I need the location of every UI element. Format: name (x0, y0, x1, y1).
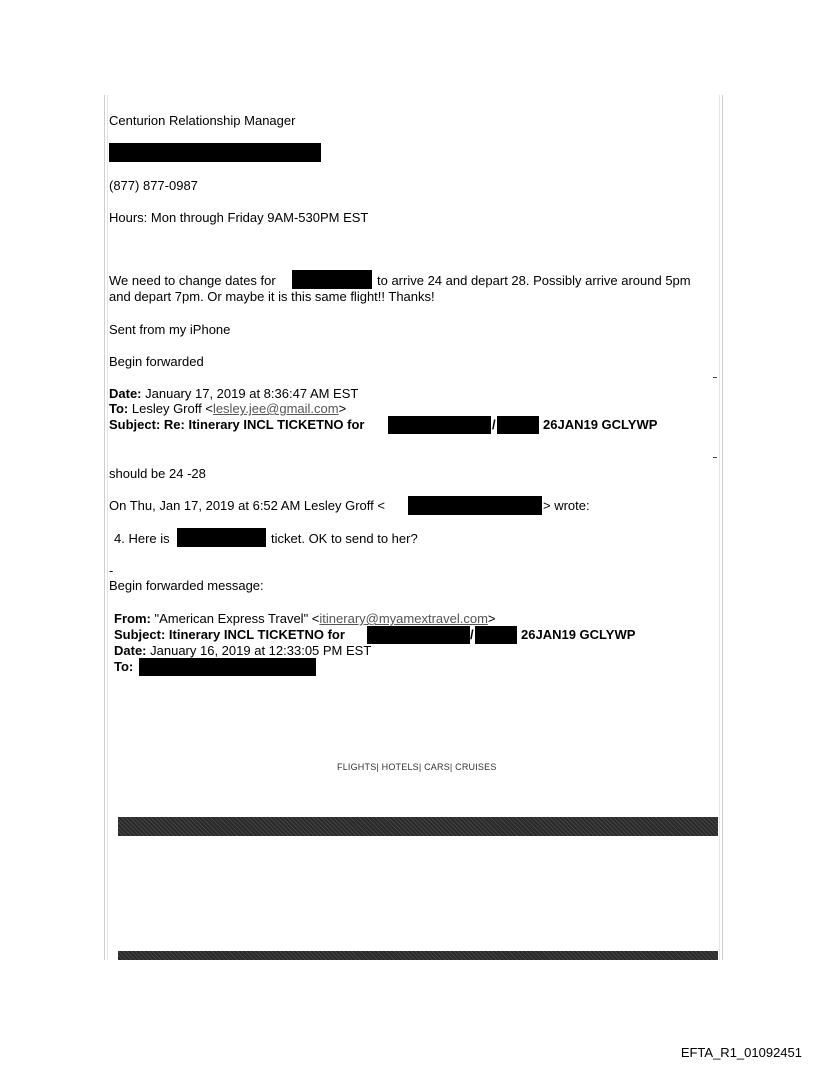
document-id: EFTA_R1_01092451 (680, 1045, 802, 1060)
header2-subject-a (114, 627, 345, 642)
subject-label: Subject: (109, 417, 161, 432)
should-be: should be 24 -28 (109, 466, 206, 481)
message-line-1a: We need to change dates for (109, 273, 276, 288)
banner-band-bottom (118, 951, 718, 960)
here-a: 4. Here is (114, 531, 170, 546)
signature-title: Centurion Relationship Manager (109, 113, 296, 128)
redaction-block (139, 658, 316, 676)
travel-nav-links[interactable]: FLIGHTS| HOTELS| CARS| CRUISES (337, 762, 497, 772)
signature-hours: Hours: Mon through Friday 9AM-530PM EST (109, 210, 369, 225)
subject-value: Itinerary INCL TICKETNO for (168, 627, 345, 642)
dash-line: - (109, 563, 114, 578)
date-label: Date: (114, 643, 147, 658)
on-line-b: > wrote: (543, 498, 590, 513)
header1-date (109, 386, 358, 401)
redaction-block (292, 270, 372, 289)
frame-left-border-inner (107, 95, 108, 960)
redaction-block (109, 143, 321, 162)
redaction-block (497, 416, 539, 434)
date-value: January 17, 2019 at 8:36:47 AM EST (145, 386, 359, 401)
to-label: To: (114, 659, 134, 674)
subject-label: Subject: (114, 627, 166, 642)
to-name: Lesley Groff < (131, 401, 213, 416)
subject-slash: / (470, 627, 474, 642)
on-line-a: On Thu, Jan 17, 2019 at 6:52 AM Lesley Groff < (109, 498, 385, 513)
to-label: To: (109, 401, 129, 416)
frame-left-border (104, 95, 105, 960)
from-email-link[interactable]: itinerary@myamextravel.com (319, 611, 488, 626)
to-close: > (338, 401, 347, 416)
to-email-link[interactable]: lesley.jee@gmail.com (212, 401, 339, 416)
header1-subject-a (109, 417, 364, 432)
banner-band-top (118, 817, 718, 836)
redaction-block (367, 626, 470, 644)
begin-forwarded-message: Begin forwarded message: (109, 578, 264, 593)
date-label: Date: (109, 386, 142, 401)
frame-right-border-inner (719, 95, 720, 960)
subject-slash: / (492, 417, 496, 432)
subject-value: Re: Itinerary INCL TICKETNO for (163, 417, 365, 432)
from-value: "American Express Travel" < (154, 611, 320, 626)
header2-from (114, 611, 496, 626)
message-line-2: and depart 7pm. Or maybe it is this same flight!! Thanks! (109, 289, 435, 304)
signature-phone: (877) 877-0987 (109, 178, 198, 193)
subject-tail: 26JAN19 GCLYWP (543, 417, 658, 432)
from-label: From: (114, 611, 151, 626)
redaction-block (475, 626, 517, 644)
redaction-block (388, 416, 491, 434)
separator-dash (713, 457, 717, 458)
sent-from: Sent from my iPhone (109, 322, 231, 337)
redaction-block (408, 496, 542, 515)
header2-date (114, 643, 371, 658)
message-line-1b: to arrive 24 and depart 28. Possibly arrive around 5pm (377, 273, 691, 288)
date-value: January 16, 2019 at 12:33:05 PM EST (150, 643, 372, 658)
separator-dash (713, 377, 717, 378)
from-close: > (487, 611, 496, 626)
subject-tail: 26JAN19 GCLYWP (521, 627, 636, 642)
header1-to (109, 401, 346, 416)
begin-forwarded: Begin forwarded (109, 354, 204, 369)
redaction-block (177, 528, 266, 547)
here-b: ticket. OK to send to her? (271, 531, 418, 546)
frame-right-border (722, 95, 723, 960)
